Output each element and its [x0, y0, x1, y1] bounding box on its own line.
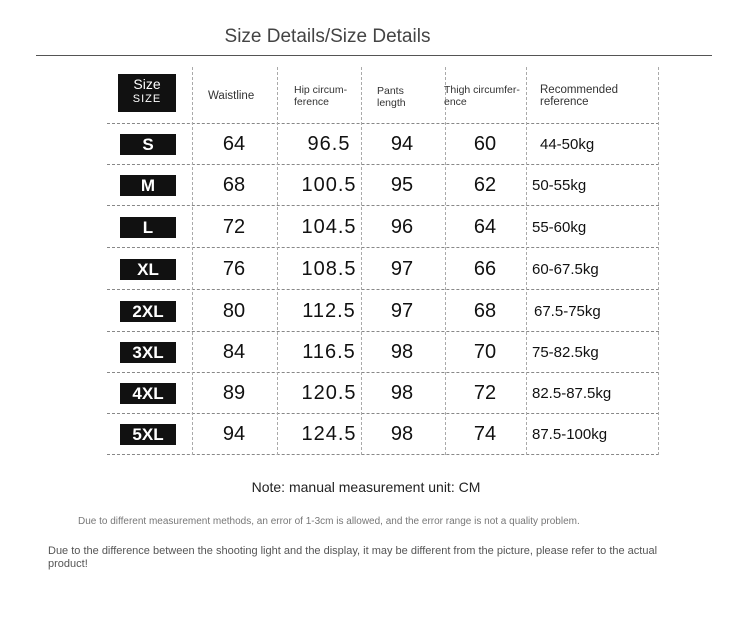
- title-divider: [36, 55, 712, 56]
- hip-value: 104.5: [301, 216, 357, 238]
- size-tag: L: [120, 217, 176, 238]
- hip-value: 116.5: [302, 341, 356, 363]
- display-difference-note: Due to the difference between the shooting light and the display, it may be different from the picture, please refer to the actual product!: [48, 545, 658, 570]
- pants-value: 97: [390, 258, 414, 280]
- size-tag: S: [120, 134, 176, 155]
- thigh-value: 68: [473, 300, 497, 322]
- table-row: [0, 292, 750, 333]
- waist-value: 80: [222, 300, 246, 322]
- header-pants-line2: length: [377, 97, 406, 109]
- waist-value: 84: [222, 341, 246, 363]
- pants-value: 95: [390, 174, 414, 196]
- pants-value: 98: [390, 382, 414, 404]
- pants-value: 98: [390, 423, 414, 445]
- header-rec-line1: Recommended: [540, 84, 618, 96]
- hip-value: 124.5: [301, 423, 357, 445]
- table-row: [0, 415, 750, 456]
- hip-value: 112.5: [302, 300, 356, 322]
- size-header-sublabel: SIZE: [132, 93, 162, 105]
- pants-value: 96: [390, 216, 414, 238]
- weight-reference: 87.5-100kg: [532, 426, 608, 443]
- measurement-error-note: Due to different measurement methods, an error of 1-3cm is allowed, and the error range is not a quality problem.: [78, 516, 580, 527]
- page-title: Size Details/Size Details: [224, 26, 431, 47]
- thigh-value: 64: [473, 216, 497, 238]
- table-row: [0, 374, 750, 415]
- header-pants-line1: Pants: [377, 85, 404, 97]
- weight-reference: 50-55kg: [532, 177, 587, 194]
- pants-value: 98: [390, 341, 414, 363]
- header-hip: [294, 84, 347, 108]
- weight-reference: 60-67.5kg: [532, 261, 599, 278]
- table-row: [0, 333, 750, 374]
- size-tag: XL: [120, 259, 176, 280]
- header-hip-line1: Hip circum-: [294, 84, 348, 96]
- hip-value: 96.5: [307, 133, 351, 155]
- hip-value: 120.5: [301, 382, 357, 404]
- size-header-label: Size: [133, 76, 161, 92]
- header-thigh-line2: ence: [444, 96, 467, 108]
- weight-reference: 67.5-75kg: [534, 303, 601, 320]
- weight-reference: 44-50kg: [540, 136, 595, 153]
- table-row: [0, 166, 750, 207]
- thigh-value: 70: [473, 341, 497, 363]
- thigh-value: 62: [473, 174, 497, 196]
- pants-value: 94: [390, 133, 414, 155]
- waist-value: 89: [222, 382, 246, 404]
- size-tag: 5XL: [120, 424, 176, 445]
- measurement-unit-note: Note: manual measurement unit: CM: [251, 479, 481, 495]
- header-waistline: Waistline: [208, 90, 255, 102]
- header-recommended: [540, 84, 618, 108]
- table-row: [0, 125, 750, 166]
- thigh-value: 60: [473, 133, 497, 155]
- thigh-value: 74: [473, 423, 497, 445]
- waist-value: 72: [222, 216, 246, 238]
- size-tag: M: [120, 175, 176, 196]
- header-rec-line2: reference: [540, 96, 589, 108]
- waist-value: 94: [222, 423, 246, 445]
- pants-value: 97: [390, 300, 414, 322]
- header-hip-line2: ference: [294, 96, 330, 108]
- waist-value: 64: [222, 133, 246, 155]
- header-thigh: [444, 84, 520, 108]
- weight-reference: 82.5-87.5kg: [532, 385, 612, 402]
- weight-reference: 75-82.5kg: [532, 344, 599, 361]
- row-divider: [107, 123, 659, 124]
- size-tag: 4XL: [120, 383, 176, 404]
- hip-value: 108.5: [301, 258, 357, 280]
- size-tag: 2XL: [120, 301, 176, 322]
- header-pants-length: [377, 85, 406, 109]
- thigh-value: 66: [473, 258, 497, 280]
- size-header-badge: [118, 74, 176, 112]
- header-thigh-line1: Thigh circumfer-: [444, 84, 520, 96]
- table-row: [0, 250, 750, 291]
- thigh-value: 72: [473, 382, 497, 404]
- table-row: [0, 208, 750, 249]
- hip-value: 100.5: [301, 174, 357, 196]
- weight-reference: 55-60kg: [532, 219, 587, 236]
- waist-value: 76: [222, 258, 246, 280]
- size-tag: 3XL: [120, 342, 176, 363]
- waist-value: 68: [222, 174, 246, 196]
